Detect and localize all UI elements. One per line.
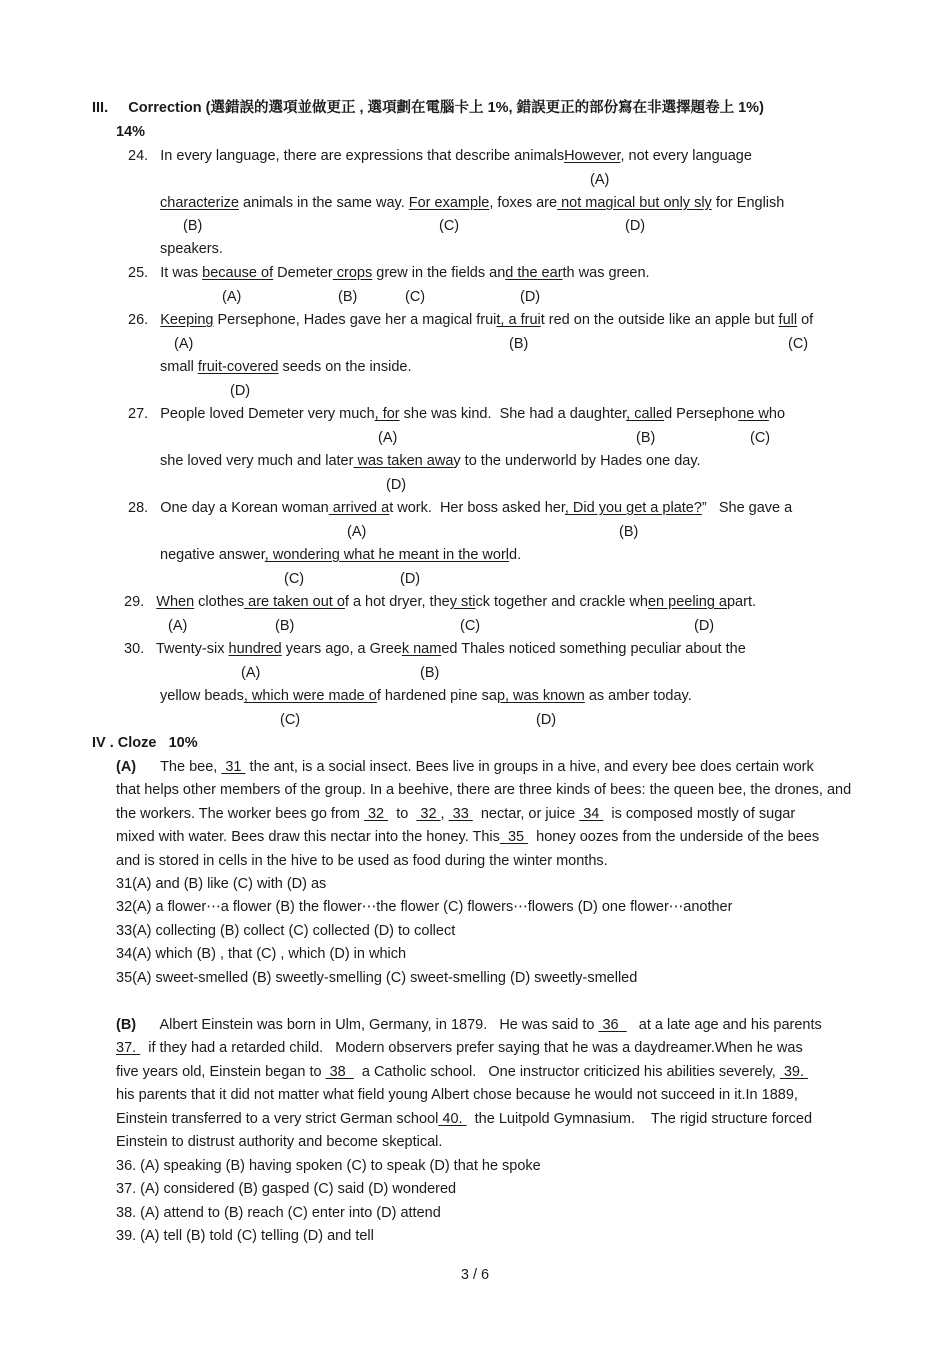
marker-28-C: (C)	[284, 571, 305, 587]
marker-27-C: (C)	[750, 430, 771, 446]
question-25: 25. It was because of Demeter crops grew in the fields and the earth was green.	[128, 265, 650, 281]
option-35: 35(A) sweet-smelled (B) sweetly-smelling (C) sweet-smelling (D) sweetly-smelled	[116, 970, 638, 986]
marker-25-D: (D)	[520, 289, 541, 305]
marker-27-D: (D)	[386, 477, 407, 493]
option-34: 34(A) which (B) , that (C) , which (D) in which	[116, 946, 407, 962]
marker-26-D: (D)	[230, 383, 251, 399]
question-24-line-1: 24. In every language, there are expressions that describe animalsHowever, not every language	[128, 148, 752, 164]
marker-29-A: (A)	[168, 618, 188, 634]
marker-24-C: (C)	[439, 218, 460, 234]
marker-30-B: (B)	[420, 665, 440, 681]
marker-25-C: (C)	[405, 289, 426, 305]
marker-28-A: (A)	[347, 524, 367, 540]
question-27-line-2: she loved very much and later was taken away to the underworld by Hades one day.	[160, 453, 701, 469]
passage-a-line-5: and is stored in cells in the hive to be used as food during the winter months.	[116, 853, 608, 869]
passage-b-line-6: Einstein to distrust authority and become skeptical.	[116, 1134, 443, 1150]
question-28-line-2: negative answer, wondering what he meant in the world.	[160, 547, 522, 563]
passage-b-line-4: his parents that it did not matter what field young Albert chose because he would not succeed in it.In 1889,	[116, 1087, 798, 1103]
option-39: 39. (A) tell (B) told (C) telling (D) and tell	[116, 1228, 374, 1244]
marker-25-B: (B)	[338, 289, 358, 305]
question-29: 29. When clothes are taken out of a hot dryer, they stick together and crackle when peeling apart.	[124, 594, 756, 610]
passage-a-line-2: that helps other members of the group. In a beehive, there are three kinds of bees: the queen bee, the drones, and	[116, 782, 852, 798]
marker-25-A: (A)	[222, 289, 242, 305]
marker-26-C: (C)	[788, 336, 809, 352]
option-31: 31(A) and (B) like (C) with (D) as	[116, 876, 327, 892]
question-24-line-3: speakers.	[160, 241, 223, 257]
section-3-points: 14%	[116, 124, 146, 140]
marker-27-A: (A)	[378, 430, 398, 446]
marker-24-D: (D)	[625, 218, 646, 234]
marker-29-D: (D)	[694, 618, 715, 634]
passage-b-line-1: (B) Albert Einstein was born in Ulm, Germany, in 1879. He was said to 36 at a late age and his parents	[116, 1017, 822, 1033]
section-4-heading: IV . Cloze 10%	[92, 735, 198, 751]
question-26-line-2: small fruit-covered seeds on the inside.	[160, 359, 412, 375]
marker-27-B: (B)	[636, 430, 656, 446]
marker-24-A: (A)	[590, 172, 610, 188]
section-3-heading: III. Correction (選錯誤的選項並做更正 , 選項劃在電腦卡上 1%, 錯誤更正的部份寫在非選擇題卷上 1%)	[92, 100, 764, 116]
option-33: 33(A) collecting (B) collect (C) collected (D) to collect	[116, 923, 456, 939]
question-30-line-1: 30. Twenty-six hundred years ago, a Greek named Thales noticed something peculiar about the	[124, 641, 746, 657]
option-37: 37. (A) considered (B) gasped (C) said (D) wondered	[116, 1181, 457, 1197]
marker-30-C: (C)	[280, 712, 301, 728]
passage-b-line-3: five years old, Einstein began to 38 a Catholic school. One instructor criticized his abilities severely, 39.	[116, 1064, 809, 1080]
marker-24-B: (B)	[183, 218, 203, 234]
marker-26-A: (A)	[174, 336, 194, 352]
marker-26-B: (B)	[509, 336, 529, 352]
marker-28-D: (D)	[400, 571, 421, 587]
question-28-line-1: 28. One day a Korean woman arrived at work. Her boss asked her, Did you get a plate?” She gave a	[128, 500, 793, 516]
passage-b-line-5: Einstein transferred to a very strict German school 40. the Luitpold Gymnasium. The rigid structure forced	[116, 1111, 813, 1127]
option-36: 36. (A) speaking (B) having spoken (C) to speak (D) that he spoke	[116, 1158, 541, 1174]
option-32: 32(A) a flower⋯a flower (B) the flower⋯the flower (C) flowers⋯flowers (D) one flower⋯another	[116, 899, 733, 915]
question-27-line-1: 27. People loved Demeter very much, for she was kind. She had a daughter, called Persephone who	[128, 406, 786, 422]
question-24-line-2: characterize animals in the same way. For example, foxes are not magical but only sly for English	[160, 195, 785, 211]
passage-b-line-2: 37. if they had a retarded child. Modern observers prefer saying that he was a daydreamer.When he was	[116, 1040, 803, 1056]
passage-a-line-4: mixed with water. Bees draw this nectar into the honey. This 35 honey oozes from the underside of the bees	[116, 829, 820, 845]
question-26-line-1: 26. Keeping Persephone, Hades gave her a magical fruit, a fruit red on the outside like an apple but full of	[128, 312, 814, 328]
marker-30-A: (A)	[241, 665, 261, 681]
marker-29-C: (C)	[460, 618, 481, 634]
passage-a-line-3: the workers. The worker bees go from 32 to 32 , 33 nectar, or juice 34 is composed mostly of sugar	[116, 806, 796, 822]
marker-30-D: (D)	[536, 712, 557, 728]
option-38: 38. (A) attend to (B) reach (C) enter into (D) attend	[116, 1205, 441, 1221]
question-30-line-2: yellow beads, which were made of hardened pine sap, was known as amber today.	[160, 688, 692, 704]
marker-29-B: (B)	[275, 618, 295, 634]
page-number: 3 / 6	[460, 1267, 490, 1283]
marker-28-B: (B)	[619, 524, 639, 540]
passage-a-line-1: (A) The bee, 31 the ant, is a social insect. Bees live in groups in a hive, and every bee does certain work	[116, 759, 814, 775]
